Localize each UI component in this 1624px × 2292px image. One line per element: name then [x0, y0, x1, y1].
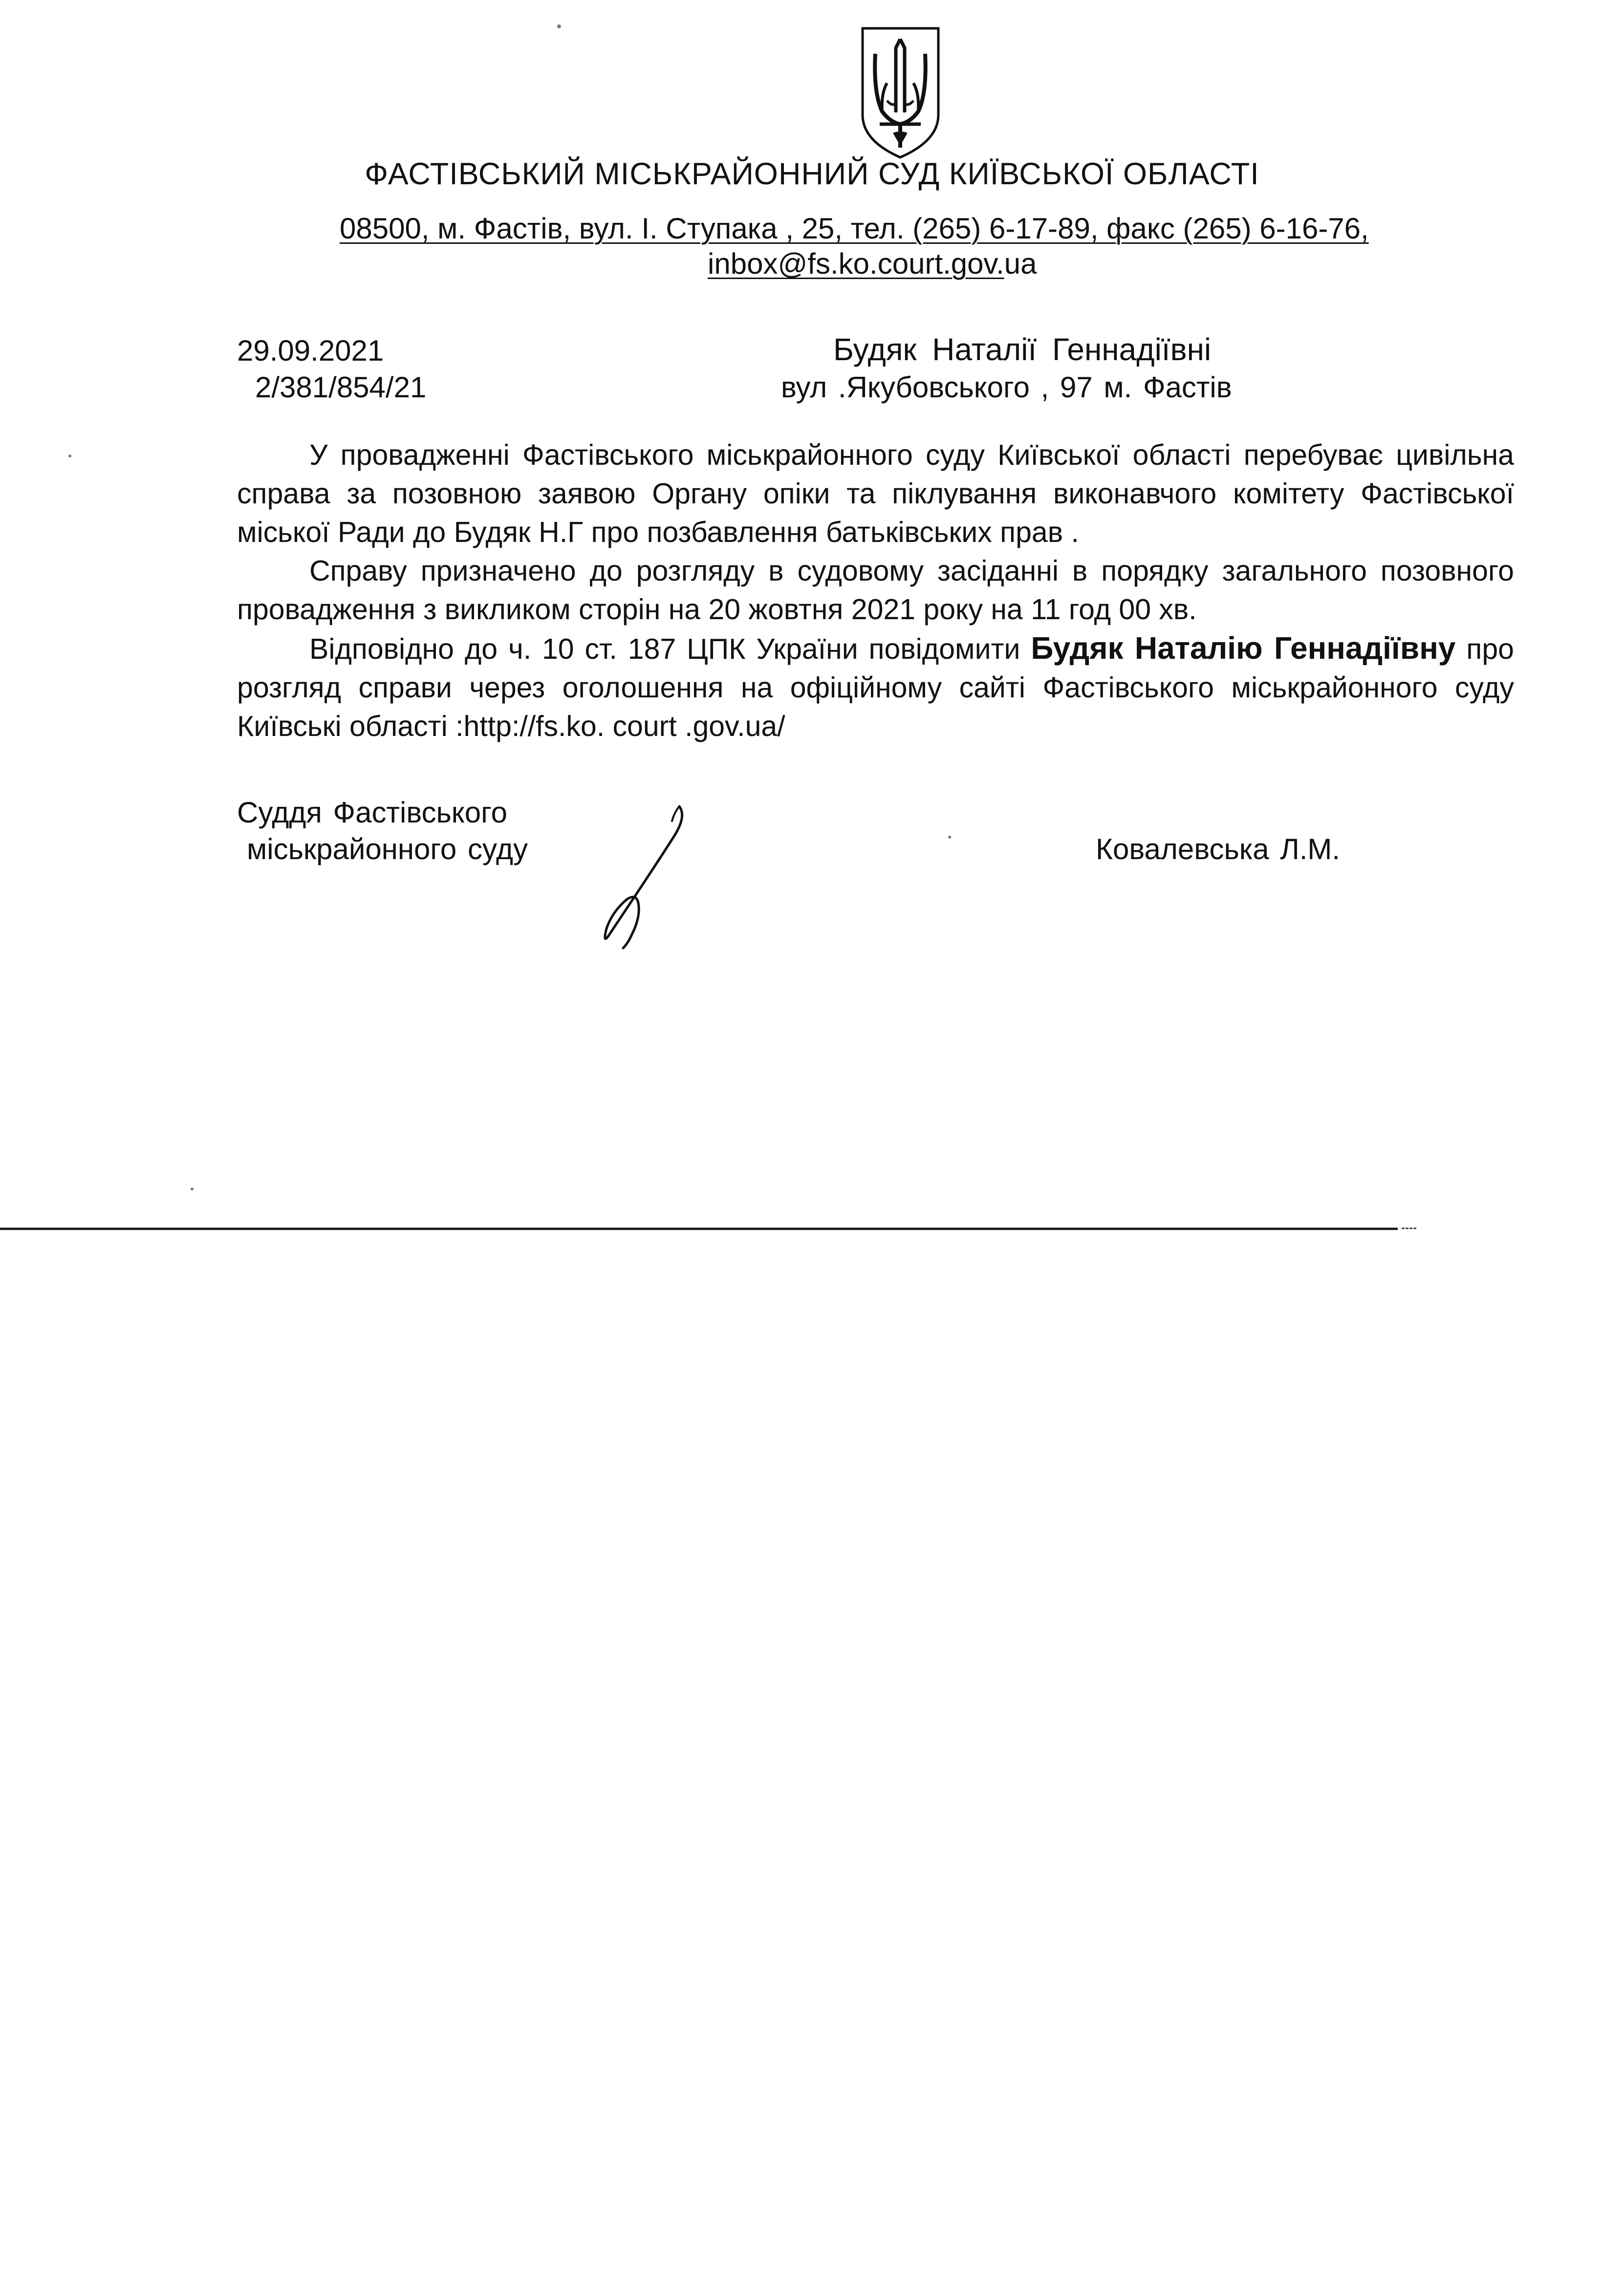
judge-title-line-2: міськрайонного суду [247, 833, 528, 865]
scan-speck [191, 1188, 194, 1190]
body-paragraph-3 [237, 629, 1514, 746]
body-paragraph-2: Справу призначено до розгляду в судовому засіданні в порядку загального позовного провадження з викликом сторін на 20 жовтня 2021 року на 11 год 00 хв. [237, 555, 1514, 626]
letter-body [237, 436, 1514, 746]
bottom-divider [0, 1228, 1398, 1230]
judge-title-line-1: Суддя Фастівського [237, 796, 508, 829]
letter-date: 29.09.2021 [237, 334, 384, 367]
judge-name: Ковалевська Л.М. [1096, 833, 1341, 865]
body-paragraph-1: У провадженні Фастівського міськрайонного суду Київської області перебуває цивільна справа за позовною заявою Органу опіки та піклування виконавчого комітету Фастівської міської Ради до Будяк Н.Г про позбавлення батьківських прав . [237, 439, 1514, 548]
recipient-address: вул .Якубовського , 97 м. Фастів [781, 371, 1232, 404]
letter-ref-number: 2/381/854/21 [255, 371, 427, 404]
defendant-name-bold: Будяк Наталію Геннадіївну [1031, 630, 1456, 666]
scan-speck [557, 24, 561, 28]
handwritten-signature-icon [574, 801, 696, 953]
scan-speck [948, 836, 951, 839]
court-email[interactable] [708, 247, 1037, 281]
court-name: ФАСТІВСЬКИЙ МІСЬКРАЙОННИЙ СУД КИЇВСЬКОЇ ОБЛАСТІ [365, 157, 1259, 191]
trident-emblem-icon [853, 20, 948, 161]
body-paragraph-3-end: про розгляд справи через оголошення на офіційному сайті Фастівського міськрайонного суду Київські області :http://fs.ko. court .gov.ua/ [237, 633, 1514, 742]
court-email-tld: ua [1004, 247, 1037, 280]
body-paragraph-3-start: Відповідно до ч. 10 ст. 187 ЦПК України повідомити [309, 633, 1031, 665]
bottom-divider-dash [1402, 1228, 1416, 1229]
scan-speck [68, 454, 71, 457]
court-email-underlined: inbox@fs.ko.court.gov. [708, 247, 1004, 280]
court-address: 08500, м. Фастів, вул. І. Ступака , 25, тел. (265) 6-17-89, факс (265) 6-16-76, [340, 212, 1369, 245]
recipient-name: Будяк Наталії Геннадіївні [833, 332, 1212, 367]
